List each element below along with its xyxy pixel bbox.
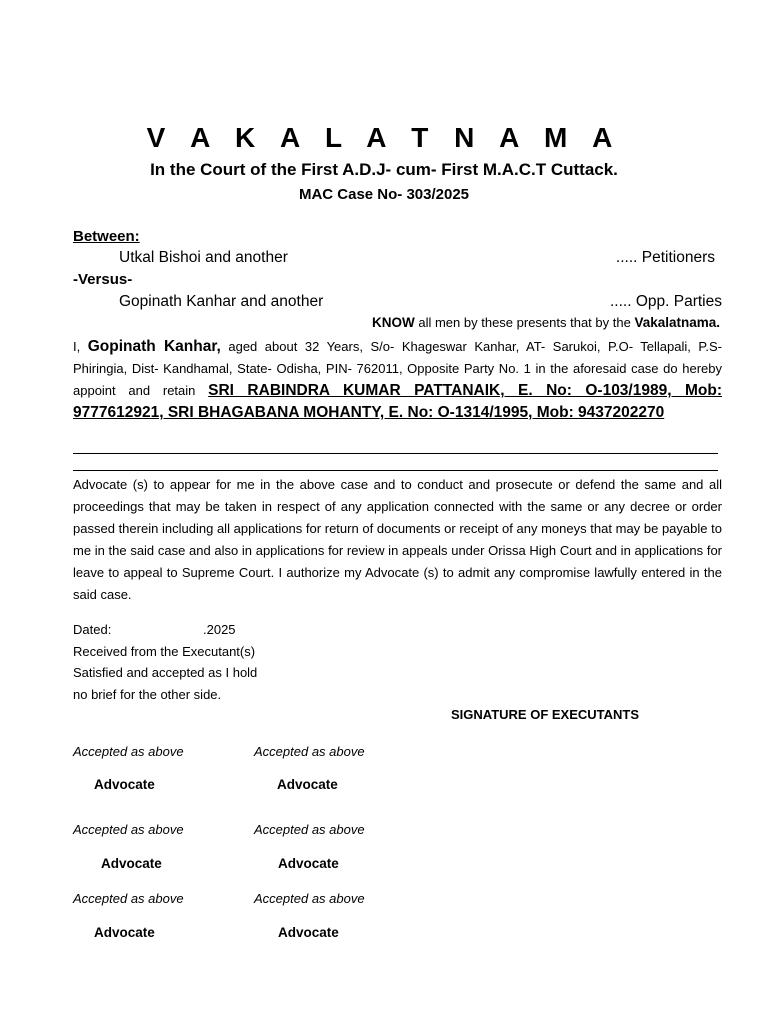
- between-label: Between:: [73, 228, 140, 245]
- accepted-as-above: Accepted as above: [73, 891, 184, 906]
- advocate-label: Advocate: [278, 925, 339, 940]
- advocate-label: Advocate: [101, 856, 162, 871]
- petitioner-name: Utkal Bishoi and another: [119, 249, 288, 266]
- know-middle: all men by these presents that by the: [414, 315, 635, 330]
- accepted-as-above: Accepted as above: [254, 891, 365, 906]
- versus-label: -Versus-: [73, 271, 133, 288]
- opp-party-role: ..... Opp. Parties: [610, 293, 722, 310]
- petitioner-role: ..... Petitioners: [615, 249, 715, 266]
- accepted-as-above: Accepted as above: [73, 744, 184, 759]
- vakalatnama-word: Vakalatnama.: [634, 315, 720, 330]
- advocate-label: Advocate: [94, 777, 155, 792]
- accepted-as-above: Accepted as above: [254, 822, 365, 837]
- document-title: V A K A L A T N A M A: [146, 122, 622, 153]
- accepted-as-above: Accepted as above: [73, 822, 184, 837]
- court-name: In the Court of the First A.D.J- cum- First M.A.C.T Cuttack.: [150, 160, 618, 179]
- signature-of-executants: SIGNATURE OF EXECUTANTS: [451, 707, 640, 722]
- know-word: KNOW: [372, 315, 415, 330]
- accepted-as-above: Accepted as above: [254, 744, 365, 759]
- advocate-label: Advocate: [94, 925, 155, 940]
- opp-party-name: Gopinath Kanhar and another: [119, 293, 324, 310]
- authority-paragraph: Advocate (s) to appear for me in the above case and to conduct and prosecute or defend the same and all proceedings that may be taken in respect of any application connected with the same or any decree or order passed therein including all applications for return of documents or receipt of any moneys that may be payable to me in the said case and also in applications for review in appeals under Orissa High Court and in applications for leave to appeal to Supreme Court. I authorize my Advocate (s) to admit any compromise lawfully entered in the said case.: [73, 477, 722, 602]
- executant-details: aged about 32 Years, S/o- Khageswar Kanhar, AT- Sarukoi, P.O- Tellapali, P.S- Phiringia, Dist- Kandhamal, State- Odisha, PIN- 762011, Opposite Party No. 1 in the aforesaid case do hereby appoint and retain: [73, 339, 723, 398]
- advocate-label: Advocate: [277, 777, 338, 792]
- dated-label: Dated:: [73, 622, 112, 637]
- advocate-names: SRI RABINDRA KUMAR PATTANAIK, E. No: O-103/1989, Mob: 9777612921, SRI BHAGABANA MOHANTY, E. No: O-1314/1995, Mob: 9437202270: [73, 382, 722, 421]
- case-number: MAC Case No- 303/2025: [298, 186, 470, 203]
- blank-line: [73, 470, 718, 471]
- executant-name: Gopinath Kanhar,: [87, 338, 221, 355]
- blank-line: [73, 453, 718, 454]
- executant-prefix: I,: [73, 339, 88, 354]
- received-line: Satisfied and accepted as I hold: [73, 665, 258, 680]
- advocate-label: Advocate: [278, 856, 339, 871]
- received-line: Received from the Executant(s): [73, 644, 256, 659]
- know-line: [372, 315, 720, 330]
- received-line: no brief for the other side.: [73, 687, 222, 702]
- executant-paragraph: [73, 336, 722, 424]
- dated-year: .2025: [203, 622, 236, 637]
